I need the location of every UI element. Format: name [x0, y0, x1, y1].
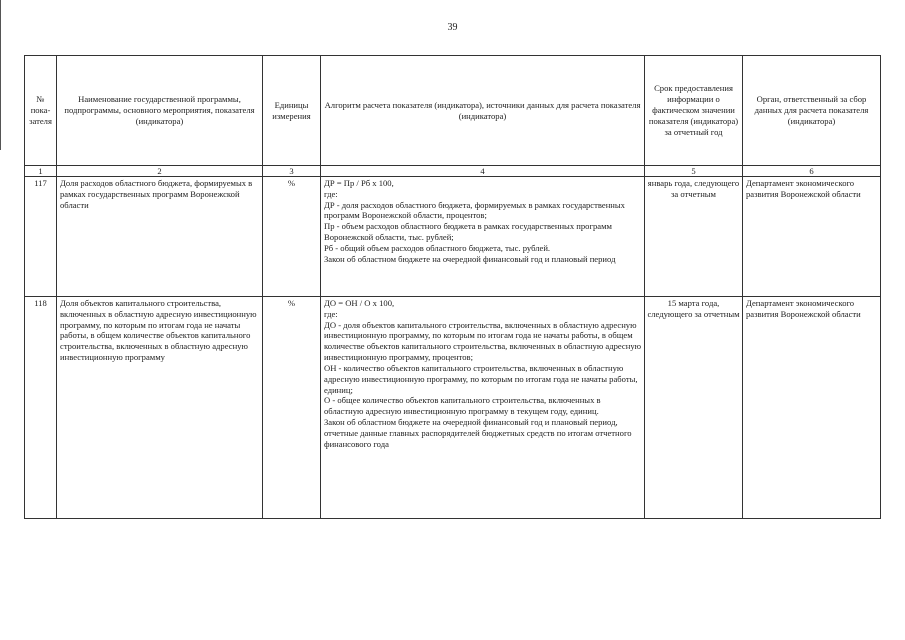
- header-indicator-number: № пока-зателя: [25, 56, 57, 166]
- row-unit: %: [263, 297, 321, 519]
- row-responsible-body: Департамент экономического развития Воронежской области: [743, 297, 881, 519]
- table-row: [25, 297, 881, 519]
- row-unit: %: [263, 177, 321, 297]
- row-number: 118: [25, 297, 57, 519]
- row-name: Доля расходов областного бюджета, формируемых в рамках государственных программ Воронежской области: [57, 177, 263, 297]
- row-number: 117: [25, 177, 57, 297]
- row-deadline: январь года, следующего за отчетным: [645, 177, 743, 297]
- row-responsible-body: Департамент экономического развития Воронежской области: [743, 177, 881, 297]
- column-number: 1: [25, 166, 57, 177]
- row-algorithm: ДР = Пр / Рб х 100, где: ДР - доля расходов областного бюджета, формируемых в рамках государственных программ Воронежской области, процентов; Пр - объем расходов областного бюджета в рамках государственных программ Воронежской области, тыс. рублей; Рб - общий объем расходов областного бюджета, тыс. рублей. Закон об областном бюджете на очередной финансовый год и плановый период: [321, 177, 645, 297]
- column-number: 2: [57, 166, 263, 177]
- column-number: 4: [321, 166, 645, 177]
- row-algorithm: ДО = ОН / О х 100, где: ДО - доля объектов капитального строительства, включенных в областную адресную инвестиционную программу, по которым по итогам года не начаты работы, в общем количестве объектов капитального строительства, включенных в областную адресную инвестиционную программу, процентов; ОН - количество объектов капитального строительства, включенных в областную адресную инвестиционную программу, по которым по итогам года не начаты работы, единиц; О - общее количество объектов капитального строительства, включенных в областную адресную инвестиционную программу в текущем году, единиц. Закон об областном бюджете на очередной финансовый год и плановый период, отчетные данные главных распорядителей бюджетных средств по итогам отчетного финансового года: [321, 297, 645, 519]
- table-row: [25, 177, 881, 297]
- column-number-row: [25, 166, 881, 177]
- header-deadline: Срок предоставления информации о фактическом значении показателя (индикатора) за отчетный год: [645, 56, 743, 166]
- header-program-name: Наименование государственной программы, подпрограммы, основного мероприятия, показателя (индикатора): [57, 56, 263, 166]
- header-algorithm: Алгоритм расчета показателя (индикатора), источники данных для расчета показателя (индикатора): [321, 56, 645, 166]
- page-number: 39: [447, 22, 458, 33]
- column-number: 6: [743, 166, 881, 177]
- header-responsible-body: Орган, ответственный за сбор данных для расчета показателя (индикатора): [743, 56, 881, 166]
- header-unit: Единицы измерения: [263, 56, 321, 166]
- column-number: 3: [263, 166, 321, 177]
- table-header-row: [25, 56, 881, 166]
- row-name: Доля объектов капитального строительства, включенных в областную адресную инвестиционную программу, по которым по итогам года не начаты работы, в общем количестве объектов капитального строительства, включенных в областную адресную инвестиционную программу: [57, 297, 263, 519]
- column-number: 5: [645, 166, 743, 177]
- indicators-table: [24, 55, 881, 519]
- row-deadline: 15 марта года, следующего за отчетным: [645, 297, 743, 519]
